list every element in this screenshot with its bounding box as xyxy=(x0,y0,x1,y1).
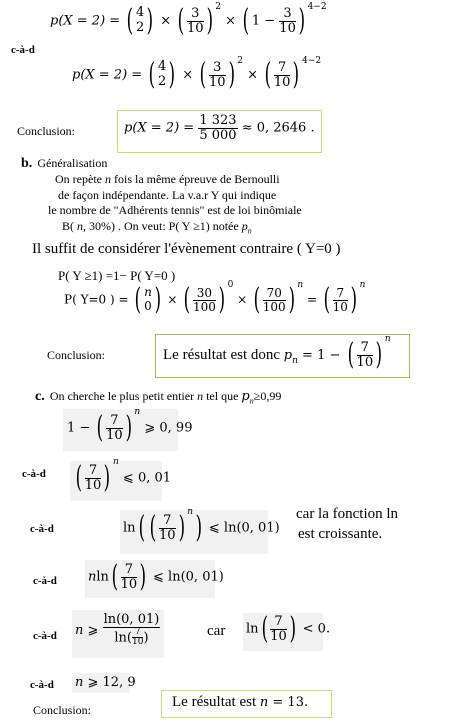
eq2-formula: p(X = 2) = ( 4 2 ) × ( $\frac{3}{10}$ ) $^2$ × ( $\frac{7}{10}$ ) $^{4-2}$ xyxy=(72,56,322,92)
gen-line-6: P( Y ≥1) =1− P( Y=0 ) xyxy=(58,268,176,283)
ineq3-formula: ln( ( $\frac{7}{10}$ ) $^n$) ⩽ ln(0, 01) xyxy=(123,507,280,545)
conclusion-label-3: Conclusion: xyxy=(33,703,92,717)
eq1-formula: p(X = 2) = ( 4 2 ) × ( $\frac{3}{10}$ ) $^2$ × ( 1 − $\frac{3}{10}$ ) $^{4-2}$ xyxy=(50,2,327,38)
gen-line-1: On repète n fois la même épreuve de Bernoulli xyxy=(55,172,280,186)
ineq3-note-line1: car la fonction ln xyxy=(296,506,399,522)
conclusion-label-2: Conclusion: xyxy=(47,348,106,362)
ineq5-formula: n ⩾ ln(0, 01) ln( $\frac{7}{10}$ ) xyxy=(75,612,160,648)
ineq6-formula: n ⩾ 12, 9 xyxy=(75,675,136,690)
cad-label-5: c-à-d xyxy=(33,630,57,642)
cad-label-4: c-à-d xyxy=(33,575,57,587)
gen-line-4: B( n, 30%) . On veut: P( Y ≥1) notée $p_n$ xyxy=(62,219,252,236)
eq3-formula: P( Y=0 ) = ( n 0 ) × ( $\frac{30}{100}$ ) $^0$ × ( $\frac{70}{100}$ ) $^n$ = ( $\frac{7}{10}$ ) $^n$ xyxy=(64,279,366,317)
ineq2-formula: ( $\frac{7}{10}$ ) $^n$ ⩽ 0, 01 xyxy=(75,457,172,495)
ineq5-rhs-formula: ln( $\frac{7}{10}$ ) < 0. xyxy=(246,611,331,646)
section-c-heading: c. On cherche le plus petit entier n tel que $p_n\ge 0,99$ xyxy=(35,389,282,406)
cad-label: c-à-d xyxy=(11,44,35,56)
conclusion-3-text: Le résultat est n = 13. xyxy=(172,694,309,710)
cad-label-3: c-à-d xyxy=(30,523,54,535)
cad-label-6: c-à-d xyxy=(30,679,54,691)
conclusion-label-1: Conclusion: xyxy=(17,124,76,138)
section-b-heading: b. Généralisation xyxy=(21,156,108,171)
conclusion-2-formula: Le résultat est donc $p_n = 1$ − ( $\frac{7}{10}$ ) $^n$ xyxy=(163,334,391,372)
gen-line-3: le nombre de "Adhérents tennis" est de loi binômiale xyxy=(48,203,302,217)
ineq4-formula: nln( $\frac{7}{10}$ ) ⩽ ln(0, 01) xyxy=(88,559,224,594)
gen-line-5: Il suffit de considérer l'évènement contraire ( Y=0 ) xyxy=(32,241,341,257)
ineq5-car: car xyxy=(207,623,226,639)
ineq1-formula: 1 − ( $\frac{7}{10}$ ) $^n$ ⩾ 0, 99 xyxy=(67,407,193,445)
ineq3-note-line2: est croissante. xyxy=(298,526,383,542)
gen-line-2: de façon indépendante. La v.a.r Y qui indique xyxy=(58,188,277,202)
conclusion-1-formula: p(X = 2) = $\frac{1 323}{5 000}$ ≈ 0, 2646 . xyxy=(124,113,315,143)
cad-label-2: c-à-d xyxy=(22,468,46,480)
